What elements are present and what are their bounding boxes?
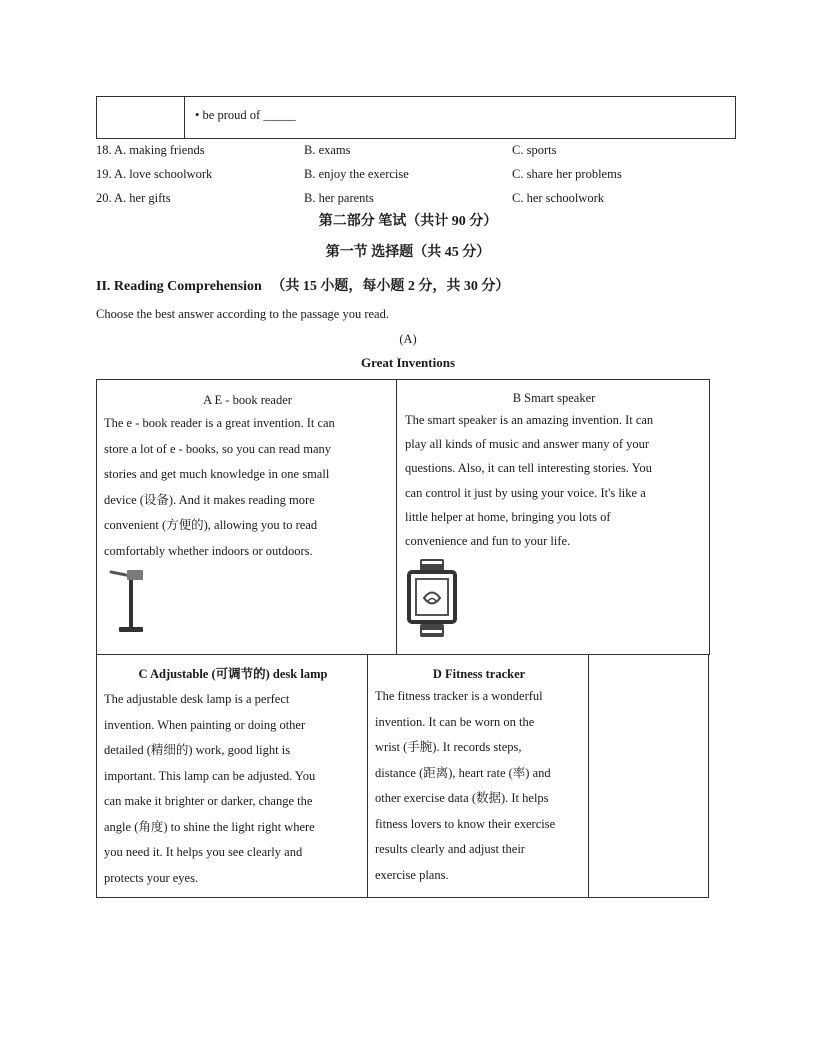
question-18 bbox=[96, 142, 736, 162]
question-number: 18. bbox=[96, 143, 112, 157]
table-cell-text bbox=[195, 107, 295, 123]
text-line: The fitness tracker is a wonderful bbox=[375, 689, 543, 703]
table-divider bbox=[184, 97, 185, 138]
reading-heading-note: （共 15 小题，每小题 2 分，共 30 分） bbox=[271, 279, 510, 294]
invention-a-text bbox=[104, 411, 335, 564]
text-line: invention. It can be worn on the bbox=[375, 714, 535, 729]
text-line: store a lot of e - books, so you can read many bbox=[104, 441, 332, 456]
option-c[interactable]: C. her schoolwork bbox=[512, 191, 604, 205]
text-line: can make it brighter or darker, change the bbox=[104, 794, 313, 808]
text-line: protects your eyes. bbox=[104, 870, 199, 885]
text-line: other exercise data (数据). It helps bbox=[375, 791, 549, 805]
text-line: questions. Also, it can tell interesting stories. You bbox=[405, 461, 652, 476]
section-one-title: 第一节 选择题（共 45 分） bbox=[325, 245, 491, 260]
option-c[interactable]: C. sports bbox=[512, 143, 557, 157]
invention-d-text bbox=[375, 684, 555, 888]
reading-heading: II. Reading Comprehension bbox=[96, 279, 262, 294]
text-line: The smart speaker is an amazing invention. It can bbox=[405, 413, 654, 427]
text-line: distance (距离), heart rate (率) and bbox=[375, 765, 551, 780]
smart-speaker-icon bbox=[407, 558, 457, 640]
invention-b-title: B Smart speaker bbox=[512, 391, 596, 405]
ebook-reader-stand-icon bbox=[105, 566, 149, 636]
answer-blank[interactable]: ______ bbox=[263, 108, 295, 122]
invention-c-title: C Adjustable (可调节的) desk lamp bbox=[138, 667, 328, 681]
invention-c-text bbox=[104, 687, 315, 891]
text-line: The adjustable desk lamp is a perfect bbox=[104, 692, 290, 706]
text-line: can control it just by using your voice. It's like a bbox=[405, 485, 646, 500]
question-20 bbox=[96, 190, 736, 210]
answer-table-row bbox=[96, 96, 736, 139]
option-c[interactable]: C. share her problems bbox=[512, 167, 622, 181]
question-19 bbox=[96, 166, 736, 186]
reading-heading-line bbox=[96, 278, 509, 296]
text-line: wrist (手腕). It records steps, bbox=[375, 740, 522, 754]
invention-c-cell bbox=[96, 654, 368, 898]
option-b[interactable]: B. exams bbox=[304, 143, 351, 157]
invention-b-cell bbox=[396, 379, 710, 655]
invention-d-title: D Fitness tracker bbox=[432, 667, 526, 681]
option-b[interactable]: B. enjoy the exercise bbox=[304, 167, 409, 181]
invention-a-title: A E - book reader bbox=[203, 393, 292, 407]
text-line: you need it. It helps you see clearly and bbox=[104, 845, 303, 859]
question-number: 19. bbox=[96, 167, 112, 181]
bullet: • bbox=[195, 108, 200, 122]
option-a[interactable]: A. her gifts bbox=[114, 191, 171, 205]
invention-d-cell bbox=[367, 654, 589, 898]
text-line: comfortably whether indoors or outdoors. bbox=[104, 543, 313, 558]
passage-label: (A) bbox=[399, 332, 417, 346]
passage-title: Great Inventions bbox=[360, 355, 455, 370]
text-line: fitness lovers to know their exercise bbox=[375, 816, 556, 831]
text-line: stories and get much knowledge in one small bbox=[104, 467, 330, 481]
option-a[interactable]: A. making friends bbox=[114, 143, 205, 157]
invention-a-cell bbox=[96, 379, 397, 655]
text-line: The e - book reader is a great invention. It can bbox=[104, 416, 335, 430]
text-line: device (设备). And it makes reading more bbox=[104, 492, 315, 507]
invention-b-text bbox=[405, 408, 653, 553]
option-a[interactable]: A. love schoolwork bbox=[114, 167, 213, 181]
text-line: convenience and fun to your life. bbox=[405, 534, 571, 549]
text-line: angle (角度) to shine the light right where bbox=[104, 819, 315, 834]
text-line: important. This lamp can be adjusted. You bbox=[104, 768, 316, 783]
text-line: play all kinds of music and answer many of your bbox=[405, 437, 650, 452]
part-two-title: 第二部分 笔试（共计 90 分） bbox=[318, 214, 498, 229]
text-line: exercise plans. bbox=[375, 867, 449, 882]
text-line: invention. When painting or doing other bbox=[104, 717, 306, 732]
question-number: 20. bbox=[96, 191, 112, 205]
option-b[interactable]: B. her parents bbox=[304, 191, 374, 205]
instruction: Choose the best answer according to the passage you read. bbox=[96, 307, 389, 321]
table-text: be proud of bbox=[202, 108, 261, 122]
text-line: detailed (精细的) work, good light is bbox=[104, 743, 291, 757]
text-line: convenient (方便的), allowing you to read bbox=[104, 518, 318, 532]
text-line: little helper at home, bringing you lots of bbox=[405, 509, 611, 524]
text-line: results clearly and adjust their bbox=[375, 842, 525, 856]
empty-cell bbox=[588, 654, 709, 898]
